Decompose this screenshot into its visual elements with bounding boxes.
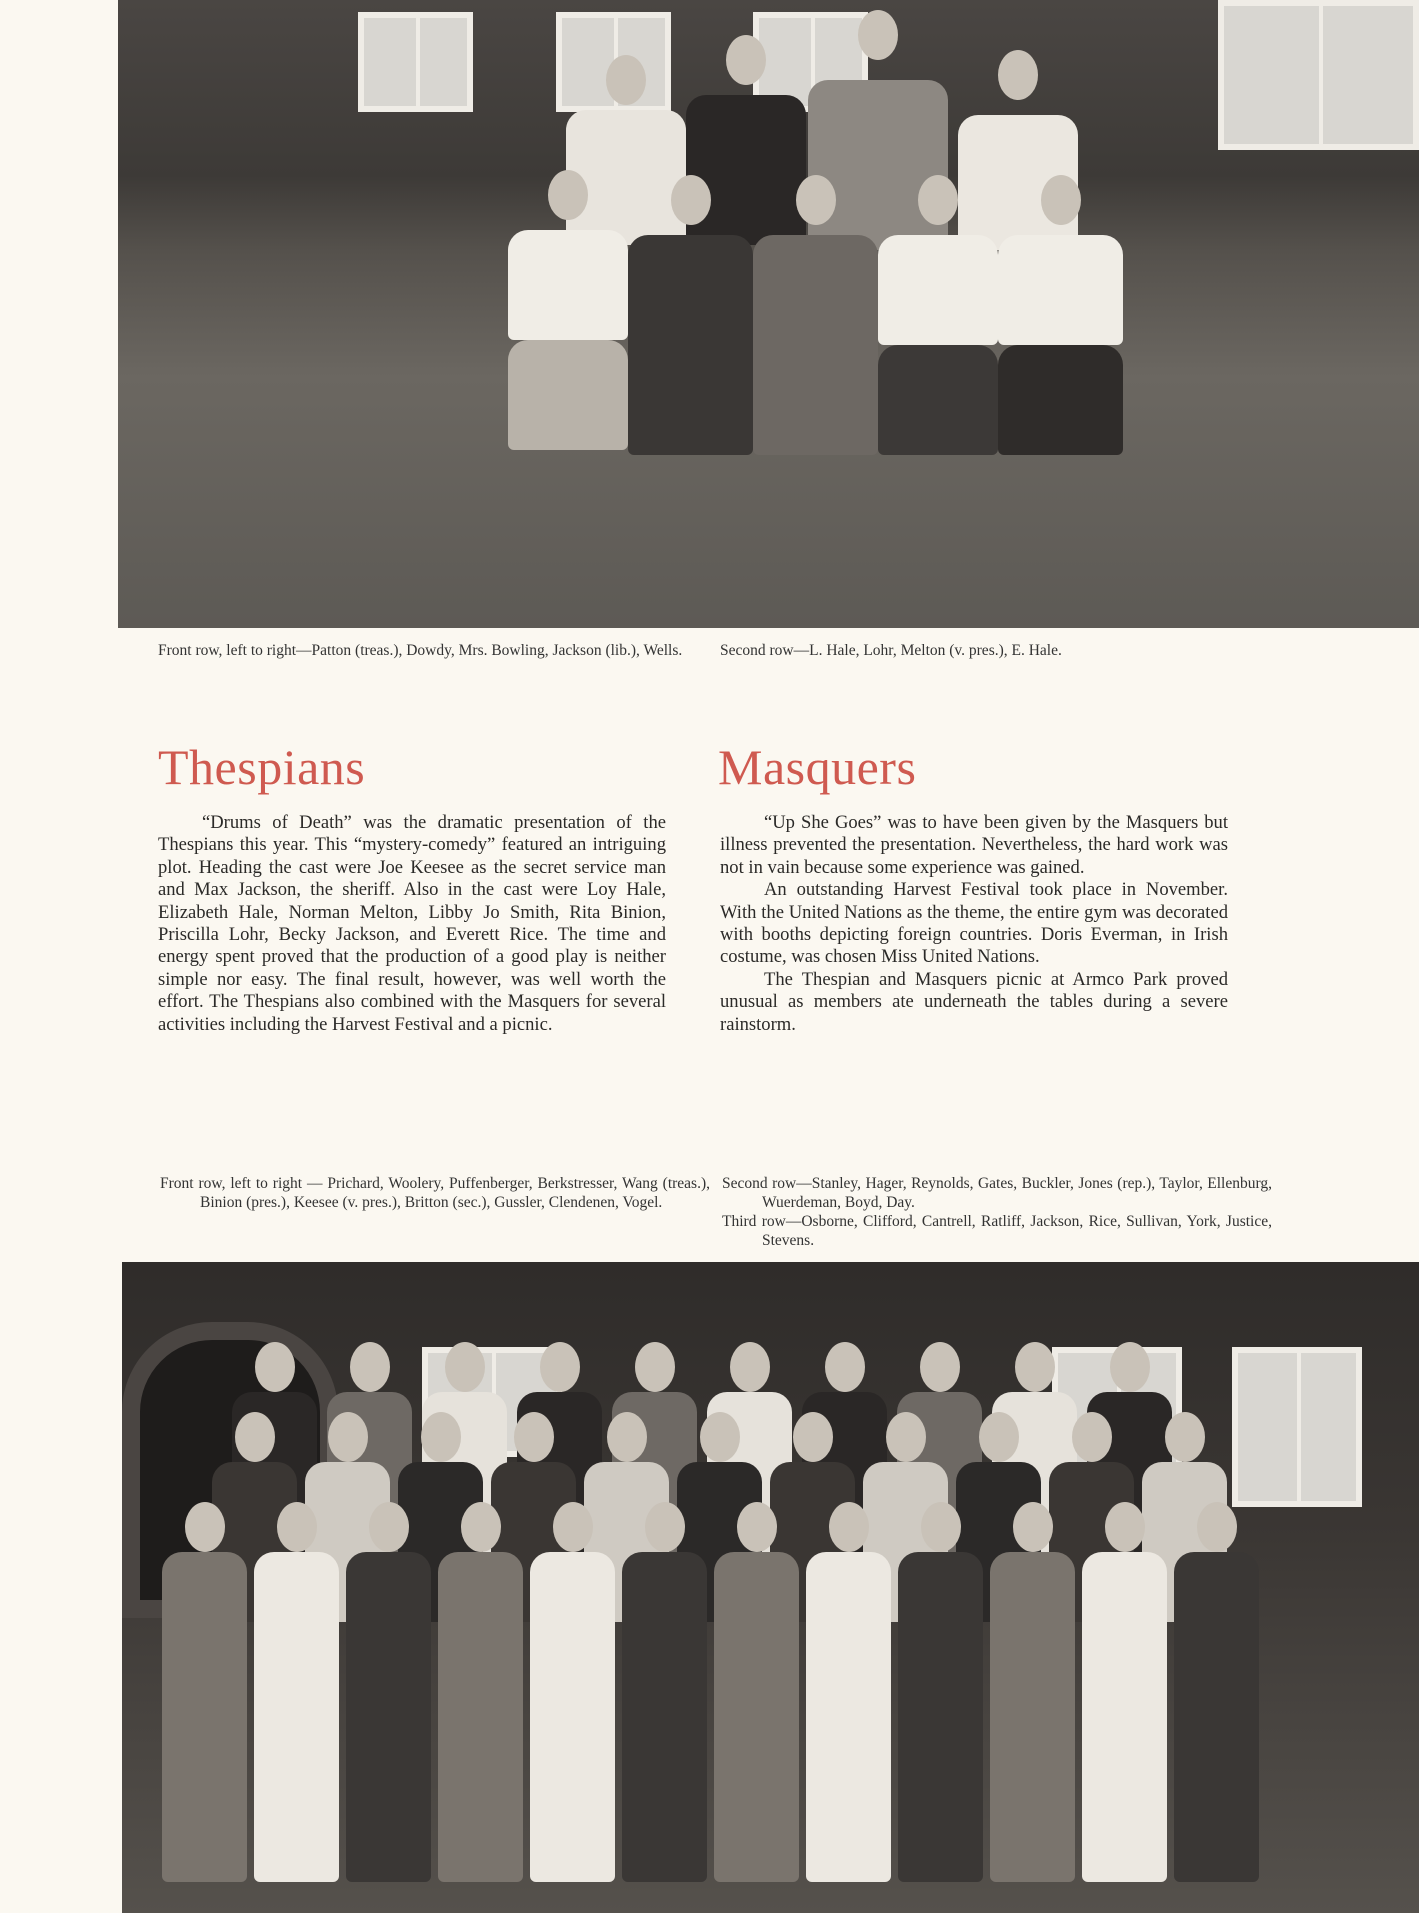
masquers-article: [720, 812, 1228, 1036]
bottom-photo-caption-third-row: Third row—Osborne, Clifford, Cantrell, Ratliff, Jackson, Rice, Sullivan, York, Justice, Stevens.: [722, 1213, 1272, 1249]
masquers-heading: Masquers: [718, 739, 917, 795]
person: [1082, 1502, 1167, 1902]
person: [254, 1502, 339, 1902]
window: [1218, 0, 1419, 150]
top-photo-caption-second-row: Second row—L. Hale, Lohr, Melton (v. pres.), E. Hale.: [720, 642, 1062, 659]
person: [806, 1502, 891, 1902]
masquers-paragraph: The Thespian and Masquers picnic at Armco Park proved unusual as members ate underneath the tables during a severe rainstorm.: [720, 968, 1228, 1035]
person: [622, 1502, 707, 1902]
masquers-paragraph: An outstanding Harvest Festival took place in November. With the United Nations as the theme, the entire gym was decorated with booths depicting foreign countries. Doris Everman, in Irish costume, was chosen Miss United Nations.: [720, 879, 1228, 968]
person: [530, 1502, 615, 1902]
person: [990, 1502, 1075, 1902]
person: [346, 1502, 431, 1902]
thespians-heading: Thespians: [158, 739, 366, 795]
window: [358, 12, 473, 112]
person: [753, 175, 878, 595]
person: [714, 1502, 799, 1902]
person: [898, 1502, 983, 1902]
person: [878, 175, 998, 595]
person: [162, 1502, 247, 1902]
person: [628, 175, 753, 595]
window: [1232, 1347, 1362, 1507]
person: [508, 170, 628, 590]
masquers-paragraph: “Up She Goes” was to have been given by the Masquers but illness prevented the presentation. Nevertheless, the hard work was not in vain because some experience was gained.: [720, 812, 1228, 878]
bottom-photo-caption-second-row: Second row—Stanley, Hager, Reynolds, Gates, Buckler, Jones (rep.), Taylor, Ellenburg, Wuerdeman, Boyd, Day.: [722, 1175, 1272, 1211]
person: [1174, 1502, 1259, 1902]
person: [438, 1502, 523, 1902]
thespians-group-photo: [118, 0, 1419, 628]
person: [998, 175, 1123, 595]
thespians-article: [158, 812, 666, 1036]
bottom-photo-caption-front-row: Front row, left to right — Prichard, Woolery, Puffenberger, Berkstresser, Wang (treas.), Binion (pres.), Keesee (v. pres.), Britton (sec.), Gussler, Clendenen, Vogel.: [160, 1175, 710, 1211]
masquers-group-photo: [122, 1262, 1419, 1913]
thespians-paragraph: “Drums of Death” was the dramatic presentation of the Thespians this year. This “mystery-comedy” featured an intriguing plot. Heading the cast were Joe Keesee as the secret service man and Max Jackson, the sheriff. Also in the cast were Loy Hale, Elizabeth Hale, Norman Melton, Libby Jo Smith, Rita Binion, Priscilla Lohr, Becky Jackson, and Everett Rice. The time and energy spent proved that the production of a good play is neither simple nor easy. The final result, however, was well worth the effort. The Thespians also combined with the Masquers for several activities including the Harvest Festival and a picnic.: [158, 812, 666, 1035]
top-photo-caption-front-row: Front row, left to right—Patton (treas.), Dowdy, Mrs. Bowling, Jackson (lib.), Wells.: [158, 642, 683, 659]
